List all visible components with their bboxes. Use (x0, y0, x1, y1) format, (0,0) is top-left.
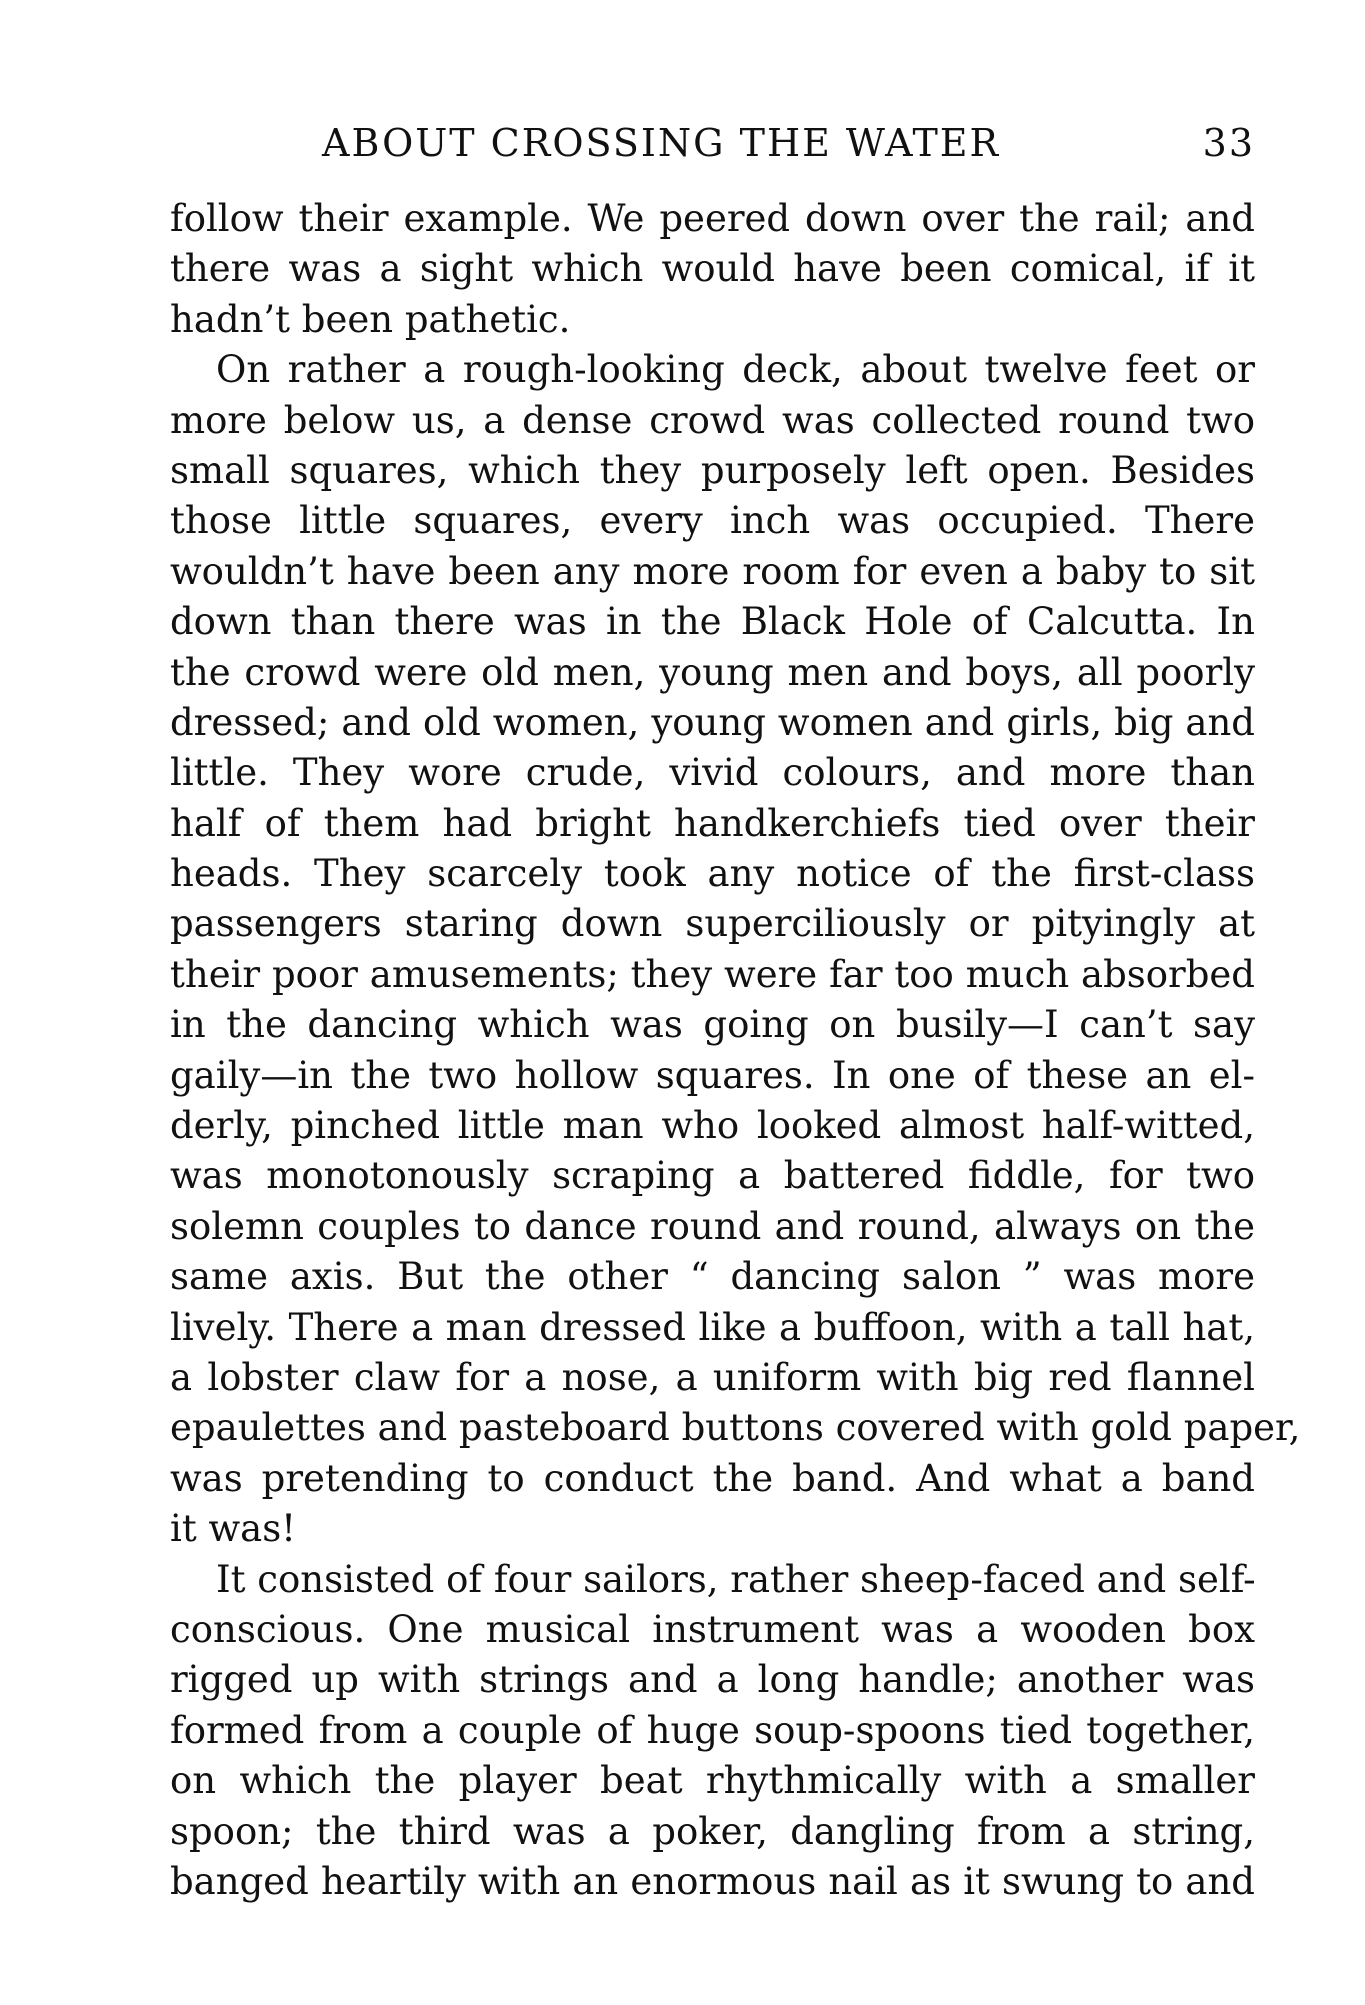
text-line: wouldn’t have been any more room for even a baby to sit (170, 549, 1255, 593)
text-line: conscious. One musical instrument was a wooden box (170, 1607, 1255, 1651)
text-line: the crowd were old men, young men and boys, all poorly (170, 650, 1255, 694)
body-text (170, 194, 1301, 1907)
text-line: same axis. But the other “ dancing salon ” was more (170, 1255, 1255, 1299)
text-line: formed from a couple of huge soup-spoons tied together, (170, 1708, 1255, 1752)
text-line: their poor amusements; they were far too much absorbed (170, 952, 1255, 996)
text-line: little. They wore crude, vivid colours, and more than (170, 751, 1255, 795)
text-line: lively. There a man dressed like a buffoon, with a tall hat, (170, 1305, 1255, 1349)
text-line: on which the player beat rhythmically with a smaller (170, 1759, 1255, 1803)
paragraph-2 (170, 345, 1301, 1554)
text-line: was pretending to conduct the band. And what a band (170, 1456, 1255, 1500)
text-line: there was a sight which would have been comical, if it (170, 247, 1255, 291)
text-line: it was! (170, 1507, 297, 1551)
text-line: down than there was in the Black Hole of Calcutta. In (170, 600, 1255, 644)
text-line: On rather a rough-looking deck, about twelve feet or (216, 348, 1255, 392)
text-line: hadn’t been pathetic. (170, 297, 571, 341)
text-line: those little squares, every inch was occupied. There (170, 499, 1255, 543)
text-line: small squares, which they purposely left open. Besides (170, 448, 1255, 492)
page-number: 33 (1202, 121, 1255, 165)
text-line: follow their example. We peered down over the rail; and (170, 197, 1255, 240)
text-line: gaily—in the two hollow squares. In one of these an el- (170, 1053, 1255, 1097)
text-line: solemn couples to dance round and round, always on the (170, 1204, 1255, 1248)
text-line: dressed; and old women, young women and girls, big and (170, 700, 1255, 744)
text-line: heads. They scarcely took any notice of the first-class (170, 852, 1255, 896)
text-line: derly, pinched little man who looked almost half-witted, (170, 1104, 1255, 1148)
text-line: banged heartily with an enormous nail as it swung to and (170, 1859, 1255, 1903)
paragraph-1 (170, 194, 1255, 345)
text-line: passengers staring down superciliously or pityingly at (170, 902, 1255, 946)
text-line: spoon; the third was a poker, dangling from a string, (170, 1809, 1255, 1853)
text-line: rigged up with strings and a long handle; another was (170, 1658, 1255, 1702)
text-line: half of them had bright handkerchiefs tied over their (170, 801, 1255, 845)
paragraph-3 (170, 1555, 1255, 1908)
text-line: in the dancing which was going on busily—I can’t say (170, 1003, 1255, 1047)
text-line: was monotonously scraping a battered fiddle, for two (170, 1154, 1255, 1198)
text-line: epaulettes and pasteboard buttons covered with gold paper, (170, 1406, 1301, 1450)
running-head-title: ABOUT CROSSING THE WATER (322, 121, 1001, 165)
text-line: a lobster claw for a nose, a uniform with big red flannel (170, 1355, 1255, 1399)
running-head (170, 118, 1255, 168)
text-line: It consisted of four sailors, rather sheep-faced and self- (216, 1557, 1256, 1601)
text-line: more below us, a dense crowd was collected round two (170, 398, 1255, 442)
